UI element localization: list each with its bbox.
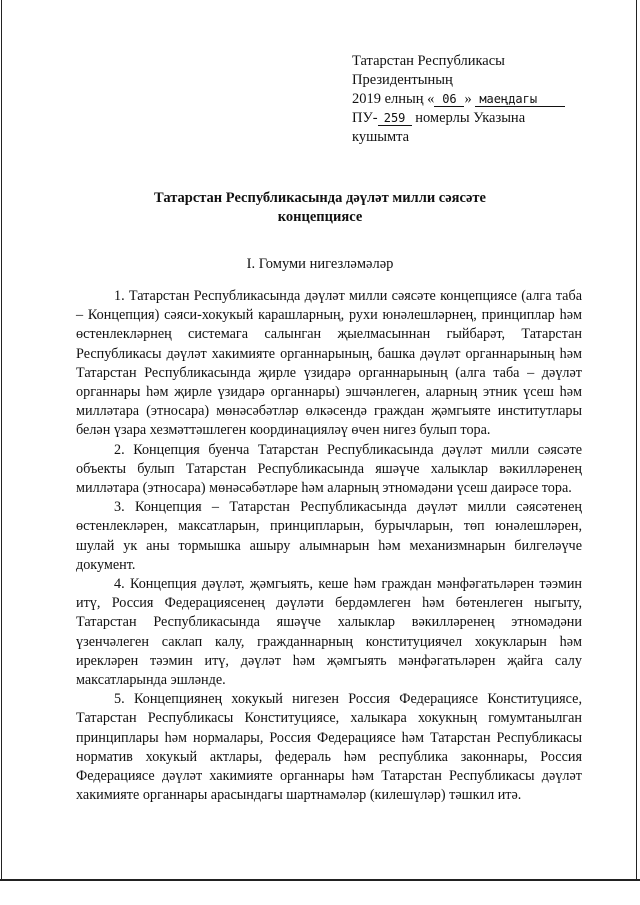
document-title xyxy=(130,189,510,227)
paragraph-2: 2. Концепция буенча Татарстан Республикасында дәүләт милли сәясәте объекты булып Татарстан Республикасында яшәүче халыклар вәкилләренең милләтара (этносара) мөнәсәбәтләре һәм аларның этномәдәни үсеш даирәсе тора. xyxy=(76,441,582,497)
header-line-2: Президентының xyxy=(352,72,453,88)
paragraph-3: 3. Концепция – Татарстан Республикасында дәүләт милли сәясәтенең өстенлекләрен, максатларын, принципларын, бурычларын, төп юнәлешләрен, шулай ук аны тормышка ашыру алымнарын һәм механизмнарын билгеләүче документ. xyxy=(76,499,582,573)
date-month-field: маеңдагы xyxy=(475,92,565,107)
body-text xyxy=(76,287,582,805)
section-heading: I. Гомуми нигезләмәләр xyxy=(246,256,394,272)
appendix-header xyxy=(352,52,602,147)
scan-border-right xyxy=(636,0,637,880)
number-prefix: ПУ- xyxy=(352,110,378,126)
header-line-5: кушымта xyxy=(352,129,410,145)
header-date-line xyxy=(352,90,602,109)
paragraph-1: 1. Татарстан Республикасында дәүләт милли сәясәте концепциясе (алга таба – Концепция) сәяси-хокукый карашларның, рухи юнәлешләрнең, принциплар һәм өстенлекләрнең системага салынган җыелмасыннан гыйбарәт, Татарстан Республикасы дәүләт хакимияте органнарының, башка дәүләт органнарының һәм Татарстан Республикасында җирле үзидарә органнарының (алга таба – дәүләт органнары һәм җирле үзидарә органнары) эшчәнлеген, аларның этник үсеш һәм милләтара (этносара) мөнәсәбәтләр өлкәсендә граждан җәмгыяте институтлары белән үзара хезмәттәшлеген координацияләү өчен нигез булып тора. xyxy=(76,288,582,439)
paragraph-5: 5. Концепциянең хокукый нигезен Россия Федерациясе Конституциясе, Татарстан Республикасы Конституциясе, халыкара хокукның гомумтанылган принциплары һәм нормалары, Россия Федерациясе һәм Татарстан Республикасы норматив хокукый актлары, федераль һәм республика законнары, Россия Федерациясе дәүләт хакимияте органнары һәм Татарстан Республикасы дәүләт хакимияте органнары арасындагы шартнамәләр (килешүләр) тәшкил итә. xyxy=(76,691,582,804)
scan-border-bottom xyxy=(0,879,640,881)
paragraph-4: 4. Концепция дәүләт, җәмгыять, кеше һәм граждан мәнфәгатьләрен тәэмин итү, Россия Федерациясенең дәүләти бердәмлеген һәм бөтенлеген ныгыту, Татарстан Республикасында яшәүче халыклар вәкилләренең этномәдәни үзенчәлеген саклап калу, гражданнарның конституциячел хокукларын һәм ирекләрен тәэмин итү, дәүләт һәм җәмгыять мәнфәгатьләрен җайга салу максатларында эшләнде. xyxy=(76,576,582,689)
date-mid: » xyxy=(464,91,472,107)
decree-number-field: 259 xyxy=(378,111,412,126)
header-number-line xyxy=(352,109,602,128)
date-prefix: 2019 елның « xyxy=(352,91,435,107)
title-line-1: Татарстан Республикасында дәүләт милли сәясәте xyxy=(154,190,486,206)
scan-border-left xyxy=(1,0,2,880)
header-line-1: Татарстан Республикасы xyxy=(352,53,505,69)
title-line-2: концепциясе xyxy=(277,209,363,225)
number-suffix: номерлы Указына xyxy=(415,110,526,126)
date-day-field: 06 xyxy=(434,92,464,107)
